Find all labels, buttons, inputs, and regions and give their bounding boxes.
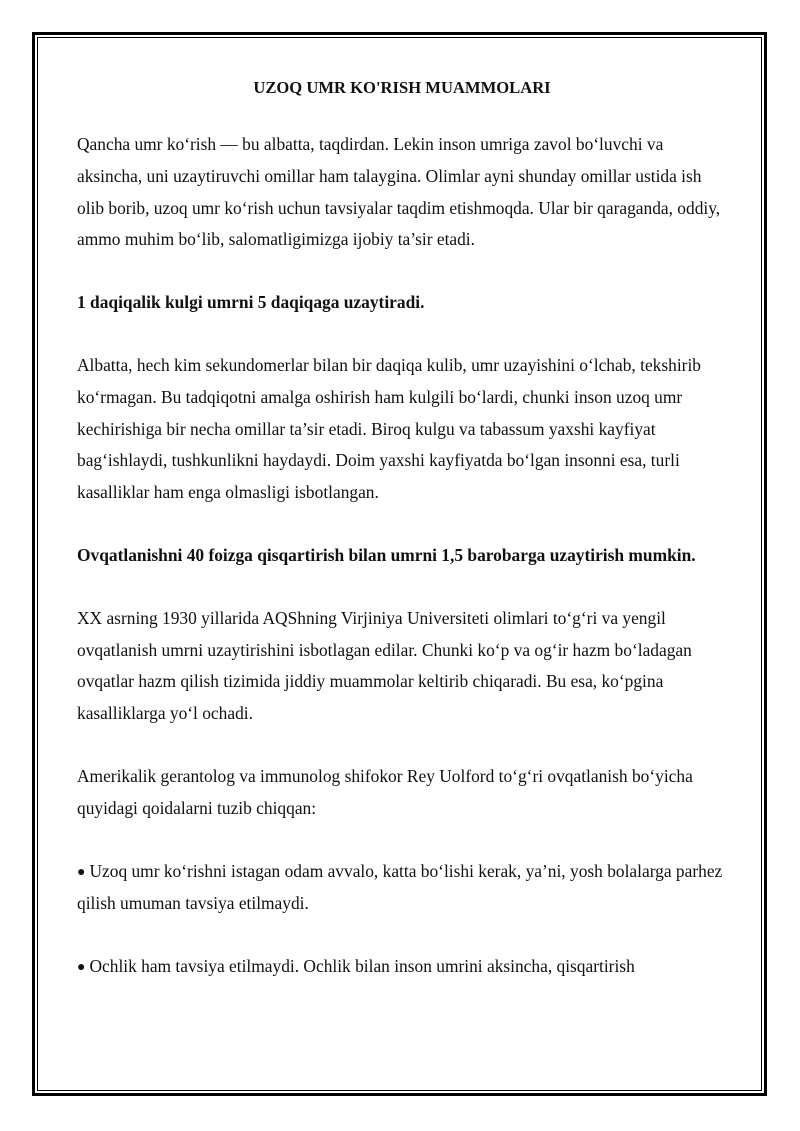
intro-paragraph: Qancha umr ko‘rish — bu albatta, taqdirdan. Lekin inson umriga zavol bo‘luvchi va aksincha, uni uzaytiruvchi omillar ham talaygina. Olimlar ayni shunday omillar ustida ish olib borib, uzoq umr ko‘rish uchun tavsiyalar taqdim etishmoqda. Ular bir qaraganda, oddiy, ammo muhim bo‘lib, salomatligimizga ijobiy ta’sir etadi.: [77, 134, 721, 250]
bullet-text: Ochlik ham tavsiya etilmaydi. Ochlik bilan inson umrini aksincha, qisqartirish: [89, 956, 635, 977]
document-body: [77, 72, 727, 1015]
document-title: UZOQ UMR KO'RISH MUAMMOLARI: [253, 78, 551, 97]
paragraph-laughter: Albatta, hech kim sekundomerlar bilan bir daqiqa kulib, umr uzayishini o‘lchab, tekshirib ko‘rmagan. Bu tadqiqotni amalga oshirish ham kulgili bo‘lardi, chunki inson uzoq umr kechirishiga bir necha omillar ta’sir etadi. Biroq kulgu va tabassum yaxshi kayfiyat bag‘ishlaydi, tushkunlikni haydaydi. Doim yaxshi kayfiyatda bo‘lgan insonni esa, turli kasalliklar ham enga olmasligi isbotlangan.: [77, 354, 701, 503]
bullet-item: [77, 951, 727, 984]
bullet-icon: ●: [77, 864, 86, 880]
section-heading-laughter: 1 daqiqalik kulgi umrni 5 daqiqaga uzaytiradi.: [77, 292, 425, 313]
paragraph-virginia-study: XX asrning 1930 yillarida AQShning Virjiniya Universiteti olimlari to‘g‘ri va yengil ovqatlanish umrni uzaytirishini isbotlagan edilar. Chunki ko‘p va og‘ir hazm bo‘ladagan ovqatlar hazm qilish tizimida jiddiy muammolar keltirib chiqaradi. Bu esa, ko‘pgina kasalliklarga yo‘l ochadi.: [77, 607, 692, 724]
paragraph-walford-rules: Amerikalik gerantolog va immunolog shifokor Rey Uolford to‘g‘ri ovqatlanish bo‘yicha quyidagi qoidalarni tuzib chiqqan:: [77, 765, 693, 818]
section-heading-diet: Ovqatlanishni 40 foizga qisqartirish bilan umrni 1,5 barobarga uzaytirish mumkin.: [77, 544, 696, 565]
bullet-text: Uzoq umr ko‘rishni istagan odam avvalo, katta bo‘lishi kerak, ya’ni, yosh bolalarga parhez qilish umuman tavsiya etilmaydi.: [77, 860, 723, 914]
bullet-icon: ●: [77, 960, 86, 976]
bullet-item: [77, 856, 727, 921]
